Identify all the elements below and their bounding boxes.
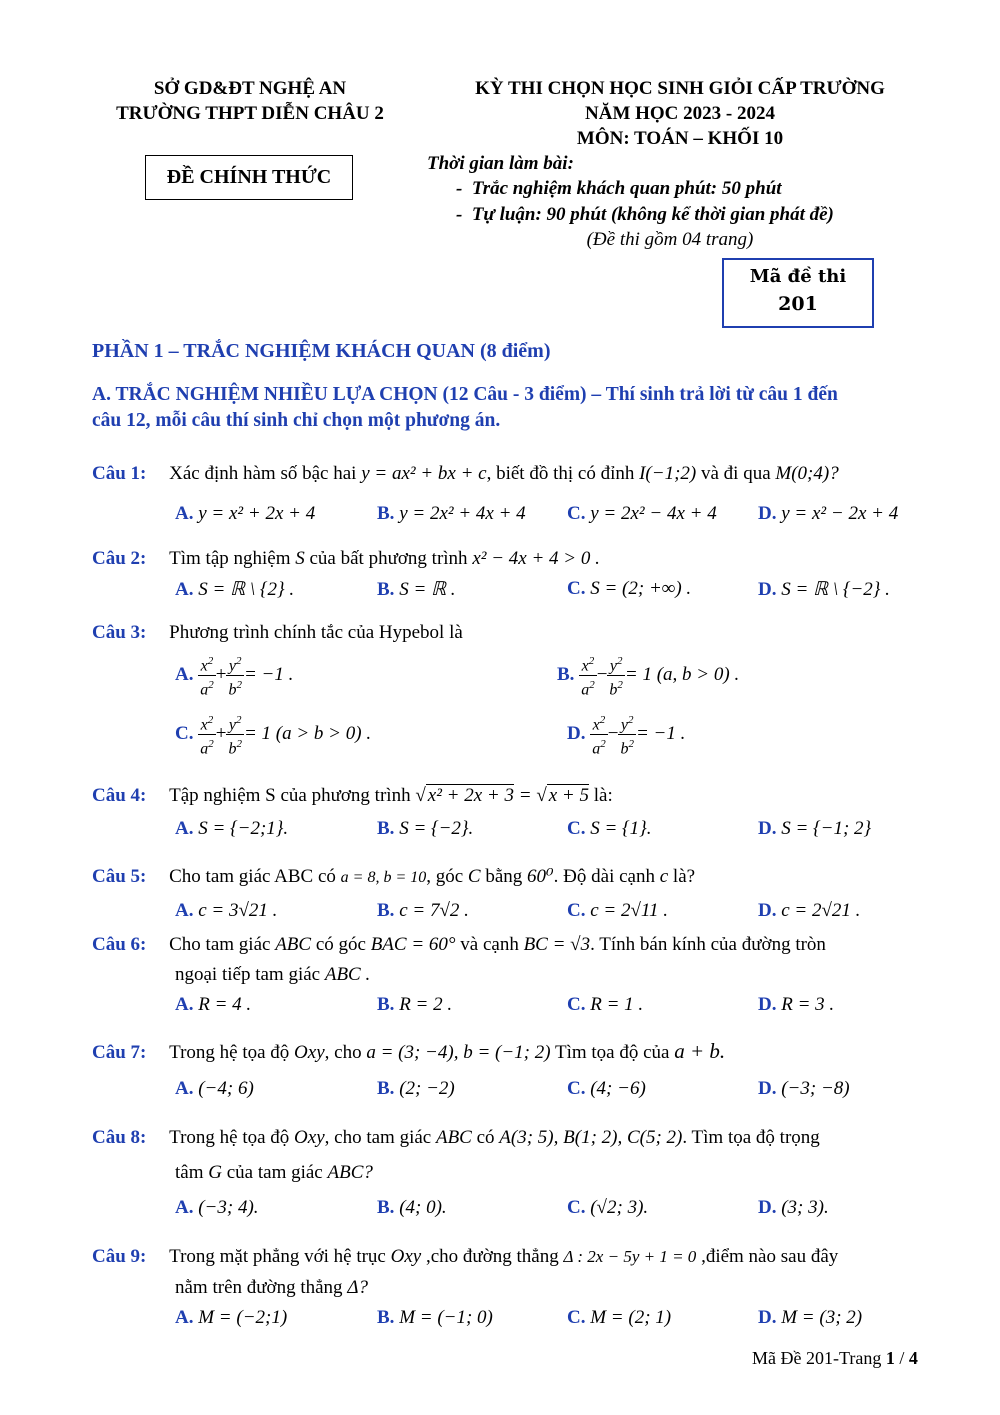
option-d[interactable] (758, 503, 898, 525)
fraction: $\frac{y^2}{b^2}$ (226, 711, 244, 759)
question-text: . Độ dài cạnh (553, 866, 660, 887)
formula: I(−1;2) (639, 463, 697, 484)
question-text: là: (589, 785, 613, 806)
option-c[interactable] (567, 578, 691, 600)
option-letter: C. (567, 900, 586, 921)
option-text: = 1 (a, b > 0) . (624, 664, 740, 686)
option-text: S = ℝ \ {−2} . (781, 579, 890, 600)
formula: x² − 4x + 4 > 0 . (472, 548, 600, 569)
formula: Oxy (390, 1246, 422, 1267)
option-letter: A. (175, 664, 194, 686)
option-letter: A. (175, 503, 194, 524)
question-text: nằm trên đường thẳng (175, 1277, 348, 1298)
option-letter: A. (175, 1197, 194, 1218)
formula: BAC = 60° (370, 934, 456, 955)
option-text: y = 2x² + 4x + 4 (399, 503, 526, 524)
question-text: và cạnh (455, 934, 524, 955)
option-text: M = (−1; 0) (399, 1307, 493, 1328)
question-text: ,cho đường thẳng (421, 1246, 564, 1267)
option-letter: C. (567, 994, 586, 1015)
footer-page-number: 1 (885, 1348, 895, 1368)
option-text: (4; −6) (590, 1078, 646, 1099)
fraction: $\frac{x^2}{a^2}$ (198, 711, 216, 759)
time-essay-text: Tự luận: 90 phút (không kể thời gian phát đề) (471, 204, 834, 225)
option-b[interactable] (377, 994, 452, 1016)
option-letter: D. (758, 579, 777, 600)
option-text: (−4; 6) (198, 1078, 254, 1099)
option-letter: C. (567, 1307, 586, 1328)
question-text: Phương trình chính tắc của Hypebol là (169, 622, 463, 643)
option-text: c = 2√11 . (590, 900, 669, 921)
option-text: S = {−1; 2} (781, 818, 872, 839)
question-label: Câu 1: (92, 463, 147, 484)
question-label: Câu 6: (92, 934, 147, 955)
exam-code-value: 201 (778, 293, 818, 315)
question-text: Tìm tập nghiệm (169, 548, 296, 569)
fraction: $\frac{y^2}{b^2}$ (226, 652, 244, 700)
option-letter: D. (758, 1307, 777, 1328)
question-text: của tam giác (221, 1162, 328, 1183)
official-exam-label: ĐỀ CHÍNH THỨC (145, 155, 353, 200)
option-d[interactable] (758, 1307, 862, 1329)
question-text: ,điểm nào sau đây (696, 1246, 839, 1267)
option-text: (3; 3). (781, 1197, 829, 1218)
option-letter: A. (175, 994, 194, 1015)
time-essay: - Tự luận: 90 phút (không kể thời gian phát đề) (456, 204, 834, 225)
option-text: S = {−2;1}. (198, 818, 289, 839)
option-d[interactable] (758, 818, 871, 840)
question-label: Câu 5: (92, 866, 147, 887)
option-c[interactable] (567, 1078, 646, 1100)
option-letter: C. (567, 1078, 586, 1099)
question-text: Tìm tọa độ của (550, 1042, 675, 1063)
option-text: S = {−2}. (399, 818, 474, 839)
question-8-line2 (175, 1162, 373, 1184)
time-multiple-choice: - Trắc nghiệm khách quan phút: 50 phút (456, 178, 782, 199)
option-letter: A. (175, 818, 194, 839)
option-text: y = 2x² − 4x + 4 (590, 503, 717, 524)
formula: A(3; 5), B(1; 2), C(5; 2) (499, 1127, 683, 1148)
exam-title: KỲ THI CHỌN HỌC SINH GIỎI CẤP TRƯỜNG (475, 78, 885, 99)
option-text: (4; 0). (399, 1197, 447, 1218)
formula: C (467, 866, 481, 887)
option-letter: B. (377, 1078, 395, 1099)
sqrt-right: √ x + 5 (536, 785, 590, 806)
question-9-line2 (175, 1277, 368, 1299)
option-letter: C. (567, 1197, 586, 1218)
option-letter: A. (175, 1078, 194, 1099)
option-b[interactable] (377, 578, 456, 601)
fraction: $\frac{y^2}{b^2}$ (618, 711, 636, 759)
question-text: là? (668, 866, 696, 887)
question-8 (92, 1127, 820, 1149)
question-6 (92, 934, 826, 956)
question-label: Câu 3: (92, 622, 147, 643)
question-7 (92, 1039, 725, 1064)
option-letter: A. (175, 900, 194, 921)
section-a-line2: câu 12, mỗi câu thí sinh chỉ chọn một phương án. (92, 410, 501, 431)
part1-title: PHẦN 1 – TRẮC NGHIỆM KHÁCH QUAN (8 điểm) (92, 340, 551, 362)
formula: BC = √3 (523, 934, 591, 955)
option-a[interactable] (175, 1307, 287, 1329)
formula: ABC (275, 934, 312, 955)
sqrt-left: √ x² + 2x + 3 (415, 785, 514, 806)
option-text: c = 7√2 . (399, 900, 469, 921)
option-text: M = (3; 2) (781, 1307, 863, 1328)
fraction: $\frac{y^2}{b^2}$ (607, 652, 625, 700)
department-name: SỞ GD&ĐT NGHỆ AN (153, 78, 347, 99)
question-text: Trong hệ tọa độ (169, 1042, 295, 1063)
subject: MÔN: TOÁN – KHỐI 10 (576, 128, 784, 149)
option-letter: B. (557, 664, 575, 686)
question-text: và đi qua (696, 463, 776, 484)
school-year: NĂM HỌC 2023 - 2024 (585, 103, 775, 124)
option-letter: D. (758, 818, 777, 839)
school-name: TRƯỜNG THPT DIỄN CHÂU 2 (116, 103, 384, 124)
question-text: có (471, 1127, 500, 1148)
option-d[interactable]: D. $\frac{x^2}{a^2}$ − $\frac{y^2}{b^2}$ = −1 . (567, 711, 685, 759)
footer-page-total: 4 (908, 1348, 918, 1368)
option-letter: B. (377, 503, 395, 524)
option-c[interactable] (567, 1307, 671, 1329)
formula: ABC . (324, 964, 371, 985)
option-a[interactable] (175, 503, 315, 525)
option-letter: D. (758, 1197, 777, 1218)
exam-code-label: Mã đề thi (749, 266, 847, 287)
question-text: Trong hệ tọa độ (169, 1127, 295, 1148)
question-text: bằng (480, 866, 528, 887)
question-label: Câu 9: (92, 1246, 147, 1267)
option-text: (√2; 3). (590, 1197, 649, 1218)
question-5 (92, 865, 695, 888)
formula: S (295, 548, 305, 569)
option-text: S = (2; +∞) . (590, 578, 692, 599)
option-d[interactable] (758, 578, 890, 601)
formula: ABC? (327, 1162, 373, 1183)
option-a[interactable] (175, 1078, 254, 1100)
question-4: Câu 4: Tập nghiệm S của phương trình √ x² + 2x + 3 = √ x + 5 là: (92, 785, 613, 806)
formula: ABC (435, 1127, 472, 1148)
question-text: , cho tam giác (324, 1127, 436, 1148)
option-text: R = 4 . (198, 994, 252, 1015)
option-a[interactable] (175, 818, 288, 840)
question-label: Câu 8: (92, 1127, 147, 1148)
option-letter: B. (377, 900, 395, 921)
option-letter: C. (567, 578, 586, 599)
option-text: S = ℝ . (399, 579, 456, 600)
option-a[interactable] (175, 1197, 259, 1219)
option-letter: B. (377, 994, 395, 1015)
fraction: $\frac{x^2}{a^2}$ (198, 652, 216, 700)
option-d[interactable] (758, 900, 860, 922)
option-a[interactable]: A. $\frac{x^2}{a^2}$ + $\frac{y^2}{b^2}$ = −1 . (175, 652, 293, 700)
question-text: của bất phương trình (304, 548, 473, 569)
option-text: R = 1 . (590, 994, 644, 1015)
option-text: S = ℝ \ {2} . (198, 579, 295, 600)
formula: a = 8, b = 10 (340, 869, 427, 886)
option-letter: A. (175, 579, 194, 600)
question-text: Tập nghiệm S của phương trình (169, 785, 416, 806)
option-text: c = 3√21 . (198, 900, 278, 921)
option-c[interactable] (567, 994, 643, 1016)
question-label: Câu 7: (92, 1042, 147, 1063)
question-text: Cho tam giác (169, 934, 276, 955)
question-text: , cho (324, 1042, 367, 1063)
pages-note: (Đề thi gồm 04 trang) (586, 229, 754, 250)
option-text: (−3; −8) (781, 1078, 850, 1099)
option-d[interactable] (758, 1078, 850, 1100)
time-title: Thời gian làm bài: (427, 153, 574, 174)
formula: a = (3; −4), b = (−1; 2) (366, 1042, 551, 1063)
question-9 (92, 1246, 838, 1268)
question-2 (92, 548, 600, 570)
question-text: ngoại tiếp tam giác (175, 964, 325, 985)
question-text: tâm (175, 1162, 209, 1183)
option-a[interactable] (175, 900, 277, 922)
page-footer (752, 1348, 918, 1369)
question-text: có góc (311, 934, 371, 955)
option-letter: C. (175, 723, 194, 745)
option-text: (−3; 4). (198, 1197, 259, 1218)
option-letter: B. (377, 579, 395, 600)
option-letter: D. (758, 994, 777, 1015)
section-a-line1: A. TRẮC NGHIỆM NHIỀU LỰA CHỌN (12 Câu - 3 điểm) – Thí sinh trả lời từ câu 1 đến (92, 384, 838, 405)
question-text: . Tìm tọa độ trọng (682, 1127, 820, 1148)
option-letter: B. (377, 1197, 395, 1218)
question-text: , biết đồ thị có đỉnh (486, 463, 640, 484)
option-letter: A. (175, 1307, 194, 1328)
option-text: M = (2; 1) (590, 1307, 672, 1328)
question-label: Câu 2: (92, 548, 147, 569)
option-d[interactable] (758, 994, 834, 1016)
option-text: = −1 . (635, 723, 686, 745)
option-d[interactable] (758, 1197, 829, 1219)
option-letter: B. (377, 1307, 395, 1328)
option-b[interactable] (377, 1307, 493, 1329)
question-text: Xác định hàm số bậc hai (169, 463, 362, 484)
question-6-line2 (175, 964, 370, 986)
option-text: = −1 . (243, 664, 294, 686)
option-b[interactable] (377, 818, 473, 840)
formula: a + b. (674, 1039, 726, 1063)
option-letter: D. (567, 723, 586, 745)
option-a[interactable] (175, 578, 294, 601)
option-text: R = 3 . (781, 994, 835, 1015)
time-mc-text: Trắc nghiệm khách quan phút: 50 phút (471, 178, 782, 199)
question-label: Câu 4: (92, 785, 147, 806)
option-letter: C. (567, 818, 586, 839)
option-b[interactable] (377, 1078, 455, 1100)
option-c[interactable] (567, 818, 652, 840)
fraction: $\frac{x^2}{a^2}$ (579, 652, 597, 700)
option-b[interactable] (377, 1197, 447, 1219)
option-a[interactable] (175, 994, 251, 1016)
question-text: Cho tam giác ABC có (169, 866, 341, 887)
footer-prefix: Mã Đề 201-Trang (752, 1348, 886, 1368)
formula: M(0;4)? (775, 463, 839, 484)
option-letter: D. (758, 900, 777, 921)
option-letter: C. (567, 503, 586, 524)
option-text: = 1 (a > b > 0) . (243, 723, 372, 745)
option-text: y = x² − 2x + 4 (781, 503, 899, 524)
formula: Δ : 2x − 5y + 1 = 0 (563, 1247, 697, 1266)
footer-separator: / (894, 1348, 909, 1368)
formula: y = ax² + bx + c (361, 463, 487, 484)
option-c[interactable] (567, 1197, 648, 1219)
question-3 (92, 622, 463, 644)
question-text: , góc (426, 866, 468, 887)
option-b[interactable] (377, 503, 526, 525)
option-letter: B. (377, 818, 395, 839)
fraction: $\frac{x^2}{a^2}$ (590, 711, 608, 759)
question-text: . Tính bán kính của đường tròn (590, 934, 826, 955)
option-c[interactable] (567, 900, 668, 922)
option-text: R = 2 . (399, 994, 453, 1015)
formula: c (659, 866, 669, 887)
option-text: S = {1}. (590, 818, 652, 839)
formula: G (208, 1162, 222, 1183)
option-text: M = (−2;1) (198, 1307, 288, 1328)
question-1 (92, 463, 839, 485)
formula: 60⁰ (527, 866, 554, 887)
option-b[interactable] (377, 900, 469, 922)
formula: Oxy (294, 1042, 325, 1063)
option-letter: D. (758, 1078, 777, 1099)
question-text: Trong mặt phẳng với hệ trục (169, 1246, 391, 1267)
exam-code-box (722, 258, 874, 328)
option-text: c = 2√21 . (781, 900, 861, 921)
option-letter: D. (758, 503, 777, 524)
formula: Δ? (347, 1277, 368, 1298)
option-c[interactable]: C. $\frac{x^2}{a^2}$ + $\frac{y^2}{b^2}$ = 1 (a > b > 0) . (175, 711, 371, 759)
option-text: y = x² + 2x + 4 (198, 503, 316, 524)
option-b[interactable]: B. $\frac{x^2}{a^2}$ − $\frac{y^2}{b^2}$ = 1 (a, b > 0) . (557, 652, 739, 700)
option-text: (2; −2) (399, 1078, 455, 1099)
formula: Oxy (294, 1127, 325, 1148)
option-c[interactable] (567, 503, 717, 525)
